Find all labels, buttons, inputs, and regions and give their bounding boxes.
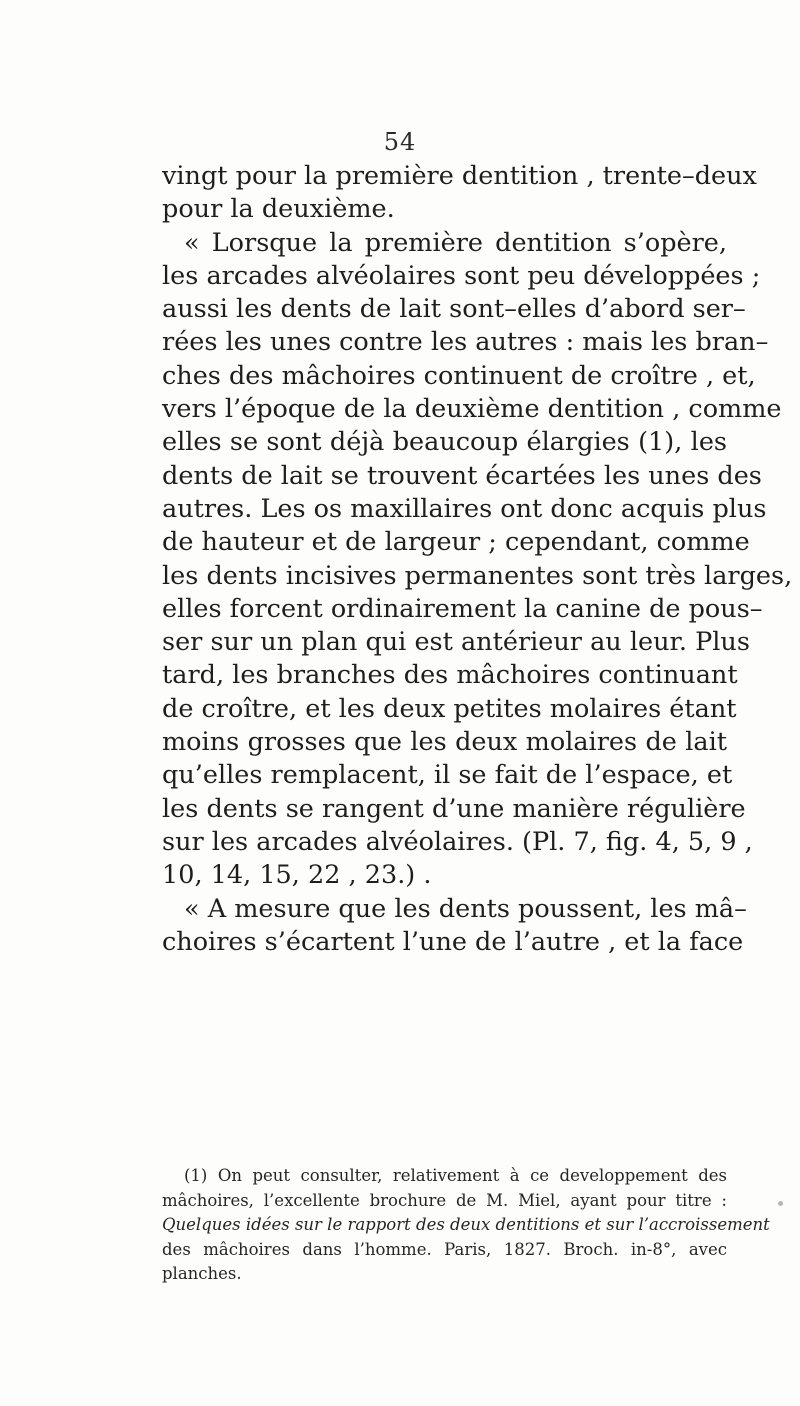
body-line: choires s’écartent l’une de l’autre , et la face <box>162 926 744 957</box>
page-number: 54 <box>383 128 417 156</box>
body-line: dents de lait se trouvent écartées les unes des <box>162 460 762 491</box>
body-text <box>162 160 793 959</box>
body-line: vers l’époque de la deuxième dentition , comme <box>162 394 782 425</box>
body-line: moins grosses que les deux molaires de lait <box>162 727 727 758</box>
footnote-line: mâchoires, l’excellente brochure de M. Miel, ayant pour titre : <box>162 1190 727 1210</box>
footnote <box>162 1164 770 1287</box>
body-line: les dents incisives permanentes sont très larges, <box>162 560 793 591</box>
body-line: pour la deuxième. <box>162 194 395 225</box>
footnote-line: planches. <box>162 1264 242 1284</box>
body-line: elles se sont déjà beaucoup élargies (1), les <box>162 427 727 458</box>
body-line: autres. Les os maxillaires ont donc acquis plus <box>162 493 767 524</box>
footnote-line: (1) On peut consulter, relativement à ce developpement des <box>184 1166 727 1185</box>
footnote-line: des mâchoires dans l’homme. Paris, 1827. Broch. in-8°, avec <box>162 1239 727 1259</box>
body-line: aussi les dents de lait sont–elles d’abord ser– <box>162 294 746 325</box>
body-line: tard, les branches des mâchoires continuant <box>162 660 738 691</box>
body-line: les dents se rangent d’une manière régulière <box>162 793 746 824</box>
body-line: 10, 14, 15, 22 , 23.) . <box>162 860 432 891</box>
body-line: vingt pour la première dentition , trente–deux <box>162 161 757 191</box>
body-line: ches des mâchoires continuent de croître , et, <box>162 360 756 391</box>
body-line: rées les unes contre les autres : mais les bran– <box>162 327 769 358</box>
body-line: sur les arcades alvéolaires. (Pl. 7, fig. 4, 5, 9 , <box>162 826 753 857</box>
body-line: « A mesure que les dents poussent, les mâ– <box>184 893 747 924</box>
paper-speck <box>778 1201 783 1206</box>
body-line: ser sur un plan qui est antérieur au leur. Plus <box>162 627 750 658</box>
body-line: elles forcent ordinairement la canine de pous– <box>162 593 763 624</box>
body-line: de croître, et les deux petites molaires étant <box>162 693 737 724</box>
body-line: « Lorsque la première dentition s’opère, <box>184 227 727 258</box>
body-line: les arcades alvéolaires sont peu développées ; <box>162 260 761 291</box>
body-line: qu’elles remplacent, il se fait de l’espace, et <box>162 760 733 791</box>
footnote-line: Quelques idées sur le rapport des deux dentitions et sur l’accroissement <box>162 1215 770 1235</box>
body-line: de hauteur et de largeur ; cependant, comme <box>162 527 750 558</box>
